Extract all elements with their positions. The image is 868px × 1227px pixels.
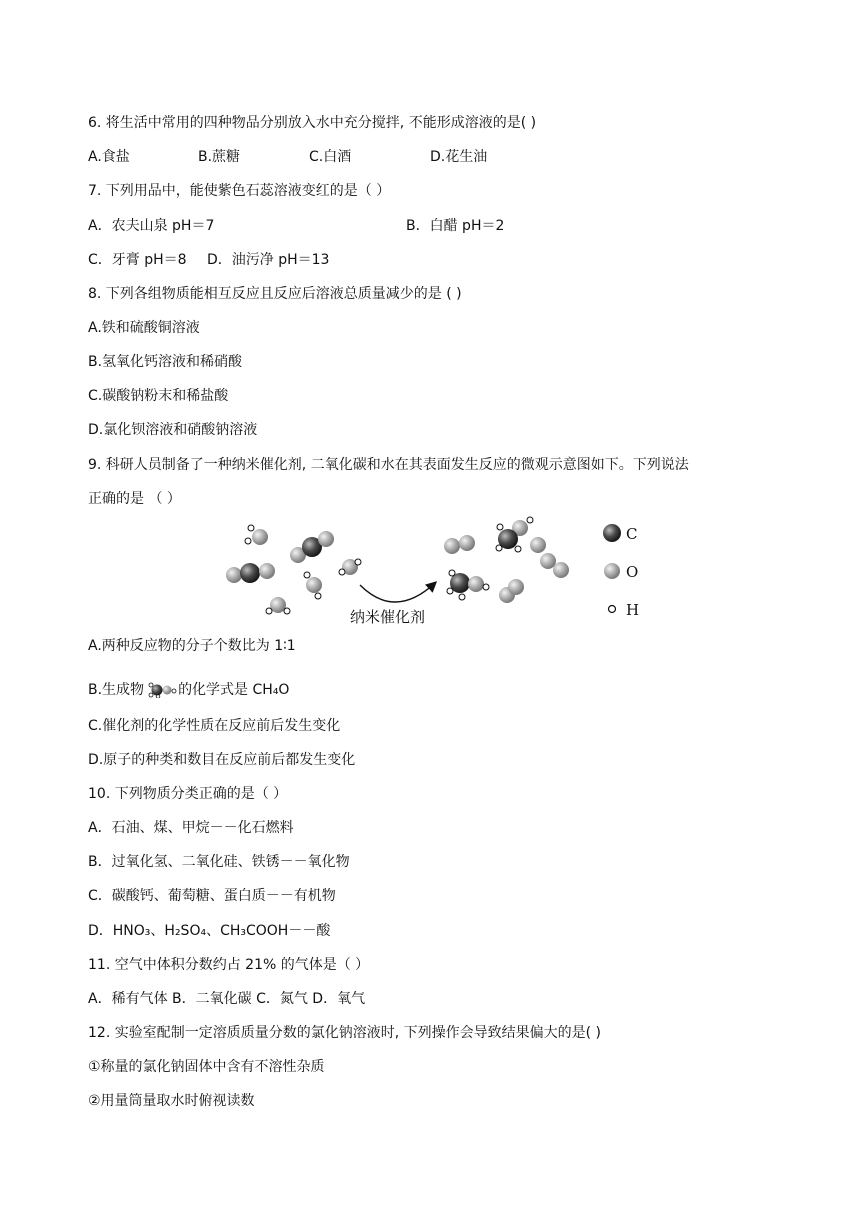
reactant-co2-1 [290, 531, 334, 563]
legend-oxygen-icon [604, 563, 620, 579]
q6-option-d: D.花生油 [430, 149, 488, 165]
reaction-diagram [220, 515, 660, 630]
q9-option-c: C.催化剂的化学性质在反应前后发生变化 [88, 718, 341, 734]
q10-option-a: A．石油、煤、甲烷－－化石燃料 [88, 820, 294, 836]
product-ch3oh-2 [447, 570, 489, 600]
q9-option-d: D.原子的种类和数目在反应前后都发生变化 [88, 752, 356, 768]
q8-option-d: D.氯化钡溶液和硝酸钠溶液 [88, 422, 258, 438]
product-ch3oh-1 [496, 517, 533, 552]
q8-option-c: C.碳酸钠粉末和稀盐酸 [88, 388, 229, 404]
q7-option-d: D．油污净 pH＝13 [207, 252, 330, 268]
q8-option-a: A.铁和硫酸铜溶液 [88, 320, 200, 336]
legend-oxygen-label: O [626, 563, 639, 581]
q11-stem: 11. 空气中体积分数约占 21% 的气体是（ ） [88, 957, 370, 973]
q7-option-a: A．农夫山泉 pH＝7 [88, 218, 215, 234]
product-o2-1 [444, 535, 475, 554]
q8-stem: 8. 下列各组物质能相互反应且反应后溶液总质量减少的是 ( ) [88, 286, 462, 302]
q10-option-b: B．过氧化氢、二氧化硅、铁锈－－氧化物 [88, 854, 350, 870]
q10-option-c: C．碳酸钙、葡萄糖、蛋白质－－有机物 [88, 888, 336, 904]
legend [603, 524, 639, 619]
legend-carbon-label: C [626, 525, 638, 543]
product-o2-4 [499, 579, 524, 603]
methanol-molecule-icon [144, 682, 178, 698]
q9-option-b-prefix: B.生成物 [88, 682, 145, 698]
q6-option-c: C.白酒 [309, 149, 352, 165]
q6-option-a: A.食盐 [88, 149, 130, 165]
reaction-diagram-svg [220, 515, 660, 630]
q10-option-d: D．HNO₃、H₂SO₄、CH₃COOH－－酸 [88, 923, 331, 939]
product-o2-3 [540, 553, 569, 578]
legend-hydrogen-icon [609, 606, 616, 613]
q11-options: A．稀有气体 B．二氧化碳 C．氮气 D．氧气 [88, 991, 366, 1007]
q9-stem-line1: 9. 科研人员制备了一种纳米催化剂, 二氧化碳和水在其表面发生反应的微观示意图如下。下列说法 [88, 457, 689, 473]
q12-stem: 12. 实验室配制一定溶质质量分数的氯化钠溶液时, 下列操作会导致结果偏大的是( ) [88, 1025, 601, 1041]
legend-hydrogen-label: H [626, 601, 640, 619]
legend-carbon-icon [603, 524, 621, 542]
reactant-water-1 [245, 525, 268, 545]
q12-item-2: ②用量筒量取水时俯视读数 [88, 1093, 255, 1109]
product-o2-2 [530, 537, 546, 553]
q6-stem: 6. 将生活中常用的四种物品分别放入水中充分搅拌, 不能形成溶液的是( ) [88, 115, 537, 131]
q9-option-b-suffix: 的化学式是 CH₄O [178, 682, 290, 698]
q9-option-b [88, 680, 289, 700]
q9-option-a: A.两种反应物的分子个数比为 1∶1 [88, 638, 296, 654]
q7-option-b: B．白醋 pH＝2 [406, 218, 505, 234]
reactant-water-3 [339, 559, 361, 575]
q12-item-1: ①称量的氯化钠固体中含有不溶性杂质 [88, 1059, 325, 1075]
catalyst-label: 纳米催化剂 [350, 608, 426, 626]
q10-stem: 10. 下列物质分类正确的是（ ） [88, 786, 288, 802]
q8-option-b: B.氢氧化钙溶液和稀硝酸 [88, 354, 243, 370]
reactant-co2-2 [226, 563, 275, 583]
q7-option-c: C．牙膏 pH＝8 [88, 252, 187, 268]
q7-stem: 7. 下列用品中，能使紫色石蕊溶液变红的是（ ） [88, 183, 391, 199]
reactant-water-4 [266, 597, 290, 614]
reaction-arrow [360, 583, 435, 602]
reactant-water-2 [304, 572, 322, 599]
q6-option-b: B.蔗糖 [198, 149, 241, 165]
q9-stem-line2: 正确的是 （ ） [88, 491, 181, 507]
